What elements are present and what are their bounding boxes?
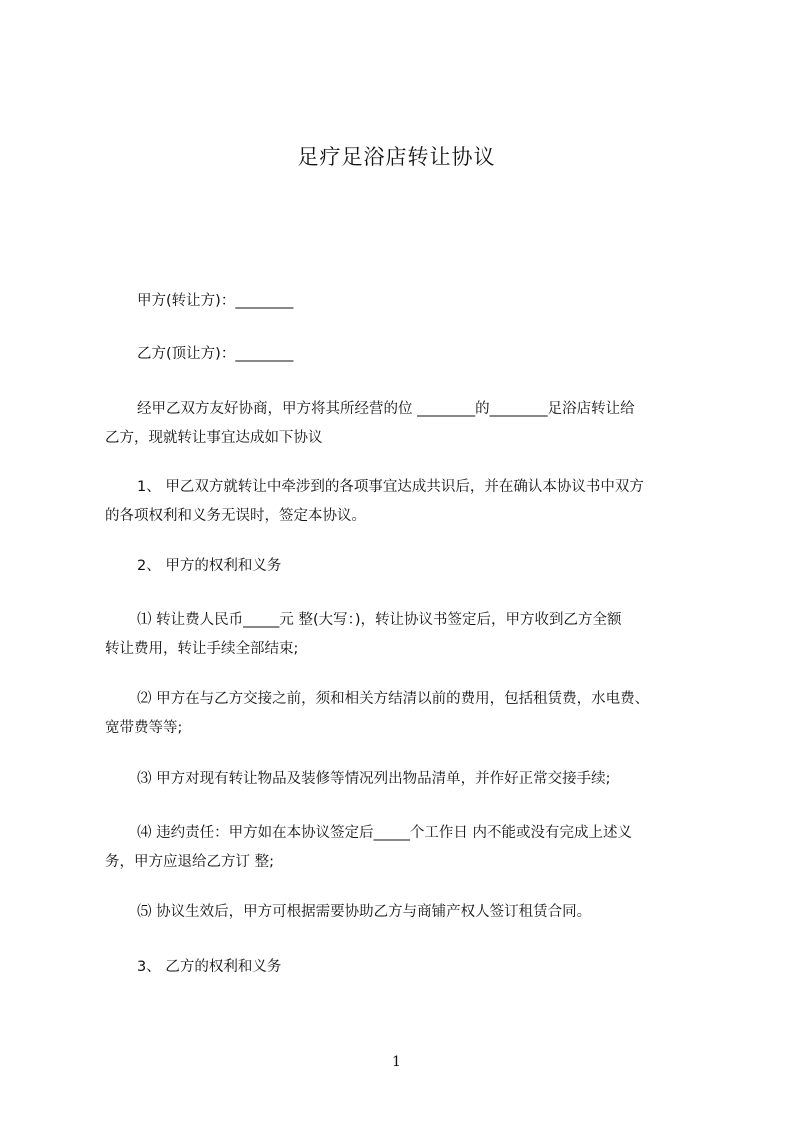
page-number: 1 [392, 1054, 401, 1070]
intro-line-2: 乙方，现就转让事宜达成如下协议 [105, 430, 323, 446]
clause2-item-5-line-1: ⑸ 协议生效后，甲方可根据需要协助乙方与商铺产权人签订租赁合同。 [137, 904, 592, 920]
clause2-item-4-line-2: 务，甲方应退给乙方订 整; [105, 854, 274, 870]
document-title: 足疗足浴店转让协议 [297, 145, 496, 169]
clause2-item-3-line-1: ⑶ 甲方对现有转让物品及装修等情况列出物品清单，并作好正常交接手续; [137, 771, 611, 787]
party-b-line: 乙方(顶让方)：________ [137, 346, 294, 362]
clause2-item-2-line-2: 宽带费等等; [105, 720, 183, 736]
party-a-line: 甲方(转让方)：________ [137, 293, 294, 309]
clause1-line-2: 的各项权利和义务无误时，签定本协议。 [105, 508, 366, 524]
clause2-item-4-line-1: ⑷ 违约责任：甲方如在本协议签定后_____个工作日 内不能或没有完成上述义 [137, 825, 632, 841]
clause3-heading: 3、 乙方的权利和义务 [137, 959, 282, 975]
clause2-item-1-line-2: 转让费用，转让手续全部结束; [105, 641, 299, 657]
intro-line-1: 经甲乙双方友好协商，甲方将其所经营的位 ________的________足浴店转让给 [137, 401, 635, 417]
clause1-line-1: 1、 甲乙双方就转让中牵涉到的各项事宜达成共识后，并在确认本协议书中双方 [137, 479, 644, 495]
clause2-heading: 2、 甲方的权利和义务 [137, 558, 282, 574]
clause2-item-2-line-1: ⑵ 甲方在与乙方交接之前，须和相关方结清以前的费用，包括租赁费，水电费、 [137, 691, 650, 707]
clause2-item-1-line-1: ⑴ 转让费人民币_____元 整(大写：)，转让协议书签定后，甲方收到乙方全额 [137, 612, 622, 628]
